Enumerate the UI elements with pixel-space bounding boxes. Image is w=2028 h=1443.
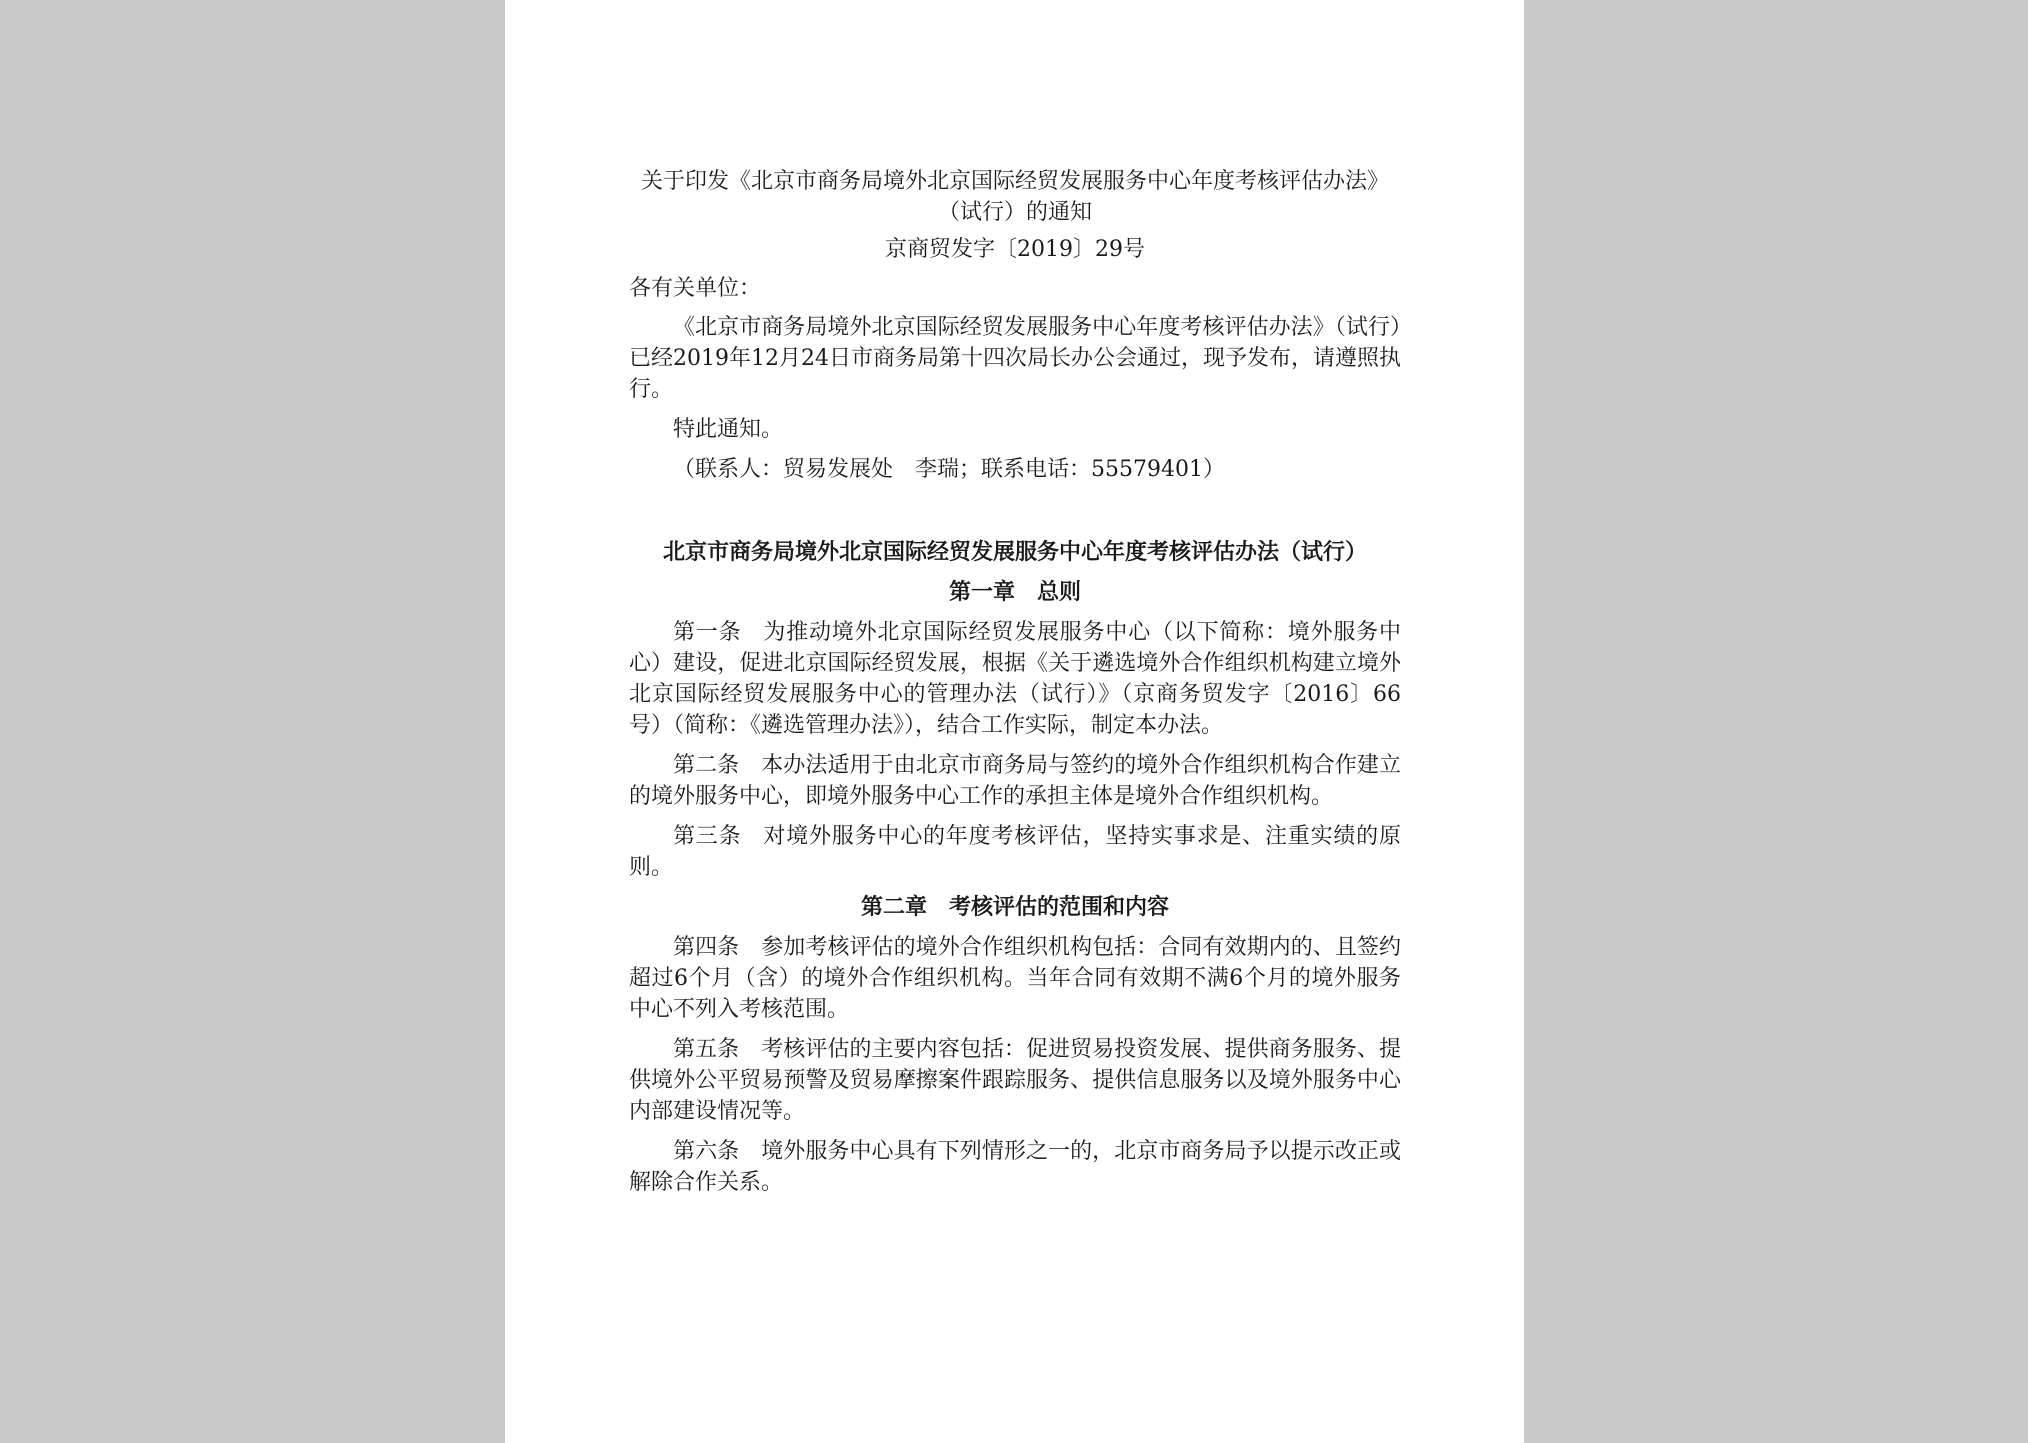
article-5 <box>629 1034 1401 1127</box>
rules-title: 北京市商务局境外北京国际经贸发展服务中心年度考核评估办法（试行） <box>662 540 1367 565</box>
article-6 <box>629 1136 1401 1198</box>
salutation: 各有关单位： <box>629 276 762 301</box>
article-3 <box>629 821 1401 883</box>
article-text: 考核评估的主要内容包括：促进贸易投资发展、提供商务服务、提供境外公平贸易预警及贸易摩擦案件跟踪服务、提供信息服务以及境外服务中心内部建设情况等。 <box>629 1037 1401 1124</box>
article-number: 第二条 <box>673 753 740 778</box>
article-number: 第六条 <box>673 1139 740 1164</box>
article-text: 境外服务中心具有下列情形之一的，北京市商务局予以提示改正或解除合作关系。 <box>629 1139 1401 1195</box>
notice-closing: 特此通知。 <box>673 417 784 442</box>
notice-title: 关于印发《北京市商务局境外北京国际经贸发展服务中心年度考核评估办法》（试行）的通知 <box>640 169 1389 225</box>
chapter-heading-2: 第二章 考核评估的范围和内容 <box>860 895 1169 920</box>
article-text: 参加考核评估的境外合作组织机构包括：合同有效期内的、且签约超过6个月（含）的境外合作组织机构。当年合同有效期不满6个月的境外服务中心不列入考核范围。 <box>629 935 1401 1022</box>
article-number: 第四条 <box>673 935 740 960</box>
article-4 <box>629 932 1401 1025</box>
article-number: 第五条 <box>673 1037 740 1062</box>
notice-body: 《北京市商务局境外北京国际经贸发展服务中心年度考核评估办法》（试行）已经2019年12月24日市商务局第十四次局长办公会通过，现予发布，请遵照执行。 <box>629 315 1401 402</box>
chapter-heading-1: 第一章 总则 <box>948 580 1081 605</box>
article-number: 第一条 <box>673 620 742 645</box>
article-text: 为推动境外北京国际经贸发展服务中心（以下简称：境外服务中心）建设，促进北京国际经贸发展，根据《关于遴选境外合作组织机构建立境外北京国际经贸发展服务中心的管理办法（试行）》（京商务贸发字〔2016〕66号）（简称：《遴选管理办法》），结合工作实际，制定本办法。 <box>629 620 1401 738</box>
contact-info: （联系人：贸易发展处 李瑞；联系电话：55579401） <box>673 457 1225 482</box>
article-text: 本办法适用于由北京市商务局与签约的境外合作组织机构合作建立的境外服务中心，即境外服务中心工作的承担主体是境外合作组织机构。 <box>629 753 1401 809</box>
article-number: 第三条 <box>673 824 742 849</box>
article-2 <box>629 750 1401 812</box>
article-1 <box>629 617 1401 741</box>
article-text: 对境外服务中心的年度考核评估，坚持实事求是、注重实绩的原则。 <box>629 824 1401 880</box>
document-content <box>629 166 1401 1198</box>
document-page <box>505 0 1524 1443</box>
document-number: 京商贸发字〔2019〕29号 <box>885 237 1145 262</box>
